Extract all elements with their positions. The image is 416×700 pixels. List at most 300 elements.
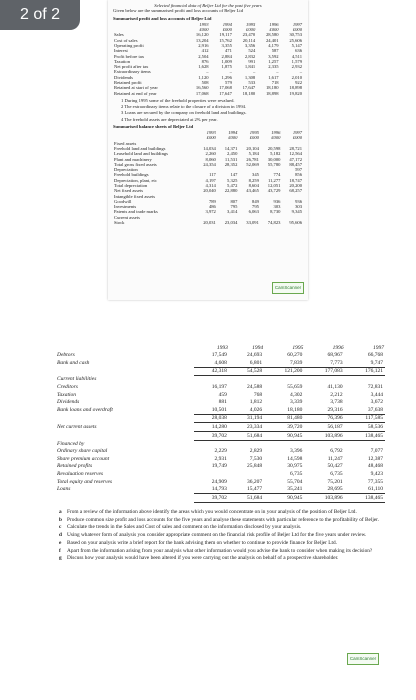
row-label: Goodwill (114, 198, 132, 204)
row-label: Dividends (114, 74, 133, 80)
row-value: 5,147 (291, 42, 302, 48)
row-value (264, 440, 304, 448)
question-tag: b (59, 516, 62, 523)
row-value: 5,325 (227, 177, 238, 183)
row-value: 75,201 (327, 478, 343, 485)
row-value: 2,260 (205, 151, 216, 157)
unit-header: £000 (269, 27, 279, 33)
row-value: 24,909 (211, 478, 227, 485)
row-value: 303 (295, 204, 302, 210)
row-value: 13,204 (195, 37, 209, 43)
row-label: Retained at start of year (114, 85, 158, 91)
row-value: 524 (248, 48, 256, 54)
unit-header: £000 (222, 27, 232, 33)
row-label (55, 494, 194, 503)
row-value: 2,212 (330, 391, 343, 398)
question-tag: a (59, 508, 62, 515)
row-value: 50,427 (327, 463, 343, 470)
row-value: 103,896 (304, 494, 344, 503)
year-header: 1997 (373, 345, 384, 351)
row-value: 636 (295, 48, 302, 54)
row-value: 11,247 (327, 455, 343, 462)
row-value: 20,031 (203, 219, 216, 225)
table-row (55, 455, 385, 463)
row-value: 11,531 (224, 156, 238, 162)
row-value: 345 (252, 172, 259, 178)
row-value: 4,608 (214, 359, 227, 366)
row-value: 121,200 (264, 367, 304, 376)
question-item (59, 548, 385, 554)
question-text: Using whatever form of analysis you consider appropriate comment on the financial risk profile of Beljer Ltd for the five years under review. (67, 532, 367, 539)
row-value: 74,823 (267, 219, 281, 225)
row-value: 8,604 (248, 183, 259, 188)
row-value: 2,932 (291, 64, 302, 70)
row-value: 8,730 (270, 209, 281, 215)
row-value: 68,967 (327, 352, 343, 359)
table-row (113, 220, 303, 225)
row-value: 936 (295, 198, 302, 204)
row-value: 42,318 (194, 367, 229, 376)
row-value: 35,241 (287, 486, 303, 493)
row-value: 2,229 (214, 448, 227, 455)
row-value: 12,051 (267, 183, 281, 188)
year-header: 1995 (292, 345, 304, 351)
row-label: Ordinary share capital (57, 448, 108, 455)
document-page-2 (55, 345, 385, 667)
row-value (194, 471, 229, 479)
row-value: 15,762 (219, 37, 232, 43)
row-value: 2,504 (198, 53, 209, 59)
row-value: 1,009 (221, 58, 232, 64)
row-value: 95,606 (289, 219, 302, 225)
question-text: Calculate the trends in the Sales and Cost of sales and comment on the information disclosed by your analysis. (67, 524, 302, 531)
row-value: 12,564 (289, 151, 302, 157)
row-value: 412 (201, 48, 209, 54)
row-value: 8,259 (248, 177, 259, 183)
row-label: Freehold buildings (114, 172, 149, 178)
row-label: Total equity and reserves (57, 478, 113, 485)
row-value: 7,530 (249, 455, 263, 462)
row-value: 176,121 (345, 367, 385, 376)
row-value: 55,704 (287, 478, 303, 485)
row-value: 17,549 (211, 352, 227, 359)
unit-header: £000 (249, 135, 259, 141)
unit-header: £000 (292, 135, 302, 141)
row-label: Creditors (57, 383, 78, 390)
row-label: Taxation (57, 391, 77, 398)
row-label (55, 414, 194, 423)
row-value: 9,747 (370, 359, 383, 366)
table-row (55, 367, 385, 376)
row-value: 51,684 (229, 494, 264, 503)
year-header: 1994 (222, 21, 232, 27)
row-value: 14,598 (287, 455, 303, 462)
row-value: 471 (225, 48, 232, 54)
row-value: 12,387 (367, 455, 383, 462)
row-value: 24,588 (246, 383, 263, 390)
row-value: 81,480 (264, 414, 304, 423)
row-value: 3,672 (370, 399, 383, 406)
row-value: 30,753 (289, 32, 302, 38)
table-row (55, 486, 385, 494)
year-header: 1997 (292, 21, 302, 27)
row-value: 15,477 (246, 486, 263, 493)
row-value: 60,270 (287, 352, 303, 359)
row-label: Operating profit (114, 42, 144, 48)
row-value: 2,884 (221, 53, 232, 59)
page-header: Selected financial data of Beljer Ltd for the past five years (154, 3, 262, 8)
row-value: 19,117 (219, 32, 232, 38)
row-label: Net current assets (57, 423, 97, 430)
table-row (113, 188, 303, 193)
note-item: 4 The freehold assets are depreciated at 2% per year. (121, 116, 218, 122)
row-value: 24,401 (265, 37, 279, 43)
row-value: 9,345 (291, 209, 302, 215)
row-value: 52,069 (246, 161, 259, 167)
table-row (113, 162, 303, 167)
row-value (304, 376, 344, 384)
row-value: 1,812 (249, 399, 263, 406)
row-label: Bank loans and overdraft (57, 407, 113, 413)
row-value: 2,010 (291, 74, 302, 80)
row-value: 28,580 (265, 32, 279, 38)
table-row (55, 399, 385, 407)
question-text: Based on your analysis write a brief report for the bank advising them on whether to continue to provide finance for Beljer Ltd. (67, 539, 337, 546)
row-value: 147 (230, 172, 238, 178)
row-value: 23,334 (246, 423, 263, 430)
year-header: 1993 (216, 345, 228, 351)
row-label: Interest (114, 48, 128, 54)
document-page-1 (108, 0, 308, 300)
row-value: 68,257 (289, 188, 302, 194)
question-tag: g (59, 555, 62, 562)
row-label: Patents and trade marks (114, 209, 158, 215)
unit-header: £000 (246, 27, 256, 33)
question-text: Produce common size profit and loss accounts for the five years and analyse these statements with particular reference to the profitability of Beljer. (67, 516, 379, 523)
row-value: 28,038 (194, 414, 229, 423)
row-value: 17,068 (195, 90, 209, 96)
row-value (229, 440, 264, 448)
row-value: 922 (295, 79, 302, 85)
row-value: – (252, 69, 256, 75)
row-value: 6,792 (330, 448, 343, 455)
camscanner-logo: CamScanner (347, 653, 379, 665)
row-value: 807 (230, 198, 238, 204)
row-label: Retained profit (114, 79, 142, 85)
row-value: 88,457 (289, 161, 302, 167)
question-text: Discuss how your analysis would have been altered if you were carrying out the analysis on behalf of a prospective shareholder. (67, 555, 339, 562)
row-value: 1,628 (198, 64, 209, 70)
camscanner-logo: CamScanner (272, 282, 304, 294)
row-value: 14,371 (224, 146, 238, 152)
row-value: 18,898 (289, 85, 302, 91)
table-row (55, 391, 385, 399)
row-value: 597 (295, 167, 302, 173)
row-value: 3,396 (289, 448, 303, 455)
row-value: 28,352 (224, 161, 238, 167)
row-value: 18,180 (287, 406, 303, 413)
row-value: 2,916 (198, 42, 209, 48)
row-value: 61,110 (368, 486, 383, 493)
row-value: 5,472 (227, 183, 238, 188)
note-item: 1 During 1995 some of the freehold properties were revalued. (121, 97, 235, 103)
row-value: 795 (252, 204, 259, 210)
row-value: 6,735 (289, 471, 303, 477)
row-label: Total gross fixed assets (114, 161, 157, 167)
row-label: Stock (114, 219, 125, 225)
row-value: 991 (248, 58, 256, 64)
row-value: 3,414 (227, 209, 238, 215)
row-label: Profit before tax (114, 53, 145, 59)
row-value: 19,749 (211, 463, 227, 470)
unit-header: £000 (271, 135, 281, 141)
row-value: 66,768 (367, 352, 383, 359)
row-value: 3,592 (268, 53, 279, 59)
table-row (55, 352, 385, 360)
row-value: 5,184 (248, 151, 259, 157)
row-value: 6,735 (330, 471, 343, 477)
row-label: Revaluation reserves (57, 471, 104, 477)
row-label: Intangible fixed assets (114, 193, 156, 199)
row-value (194, 440, 229, 448)
row-label: Fixed assets (114, 140, 137, 146)
row-value: 30,000 (267, 156, 281, 162)
unit-header: £000 (292, 27, 302, 33)
row-value: 51,684 (229, 432, 264, 441)
table-row (55, 494, 385, 503)
row-value: 23,470 (242, 32, 256, 38)
table-row (55, 463, 385, 471)
row-value: 3,355 (221, 42, 232, 48)
row-value: 2,832 (244, 53, 256, 59)
row-value: 20,598 (267, 146, 281, 152)
row-value: 39,720 (287, 423, 303, 430)
row-value: 9,423 (370, 471, 383, 477)
row-label: Share premium account (57, 455, 110, 462)
table-row (55, 423, 385, 432)
table-row (55, 471, 385, 479)
table-row (55, 414, 385, 423)
table-row (55, 376, 385, 384)
year-header: 1993 (206, 130, 216, 136)
row-value: 4,511 (291, 53, 302, 59)
bs-title: Summarised balance sheets of Beljer Ltd (113, 123, 194, 129)
row-label: Cost of sales (114, 37, 138, 43)
table-row (113, 151, 303, 156)
row-value: 25,848 (246, 463, 263, 470)
row-label: Retained at end of year (114, 90, 157, 96)
row-value: 4,197 (205, 177, 216, 183)
row-value: 11,277 (267, 177, 281, 183)
row-label: Net fixed assets (114, 188, 144, 194)
pl-title: Summarised profit and loss accounts of Beljer Ltd (113, 15, 212, 21)
row-value: 881 (218, 399, 227, 406)
row-value: 177,083 (304, 367, 344, 376)
row-value: 533 (248, 79, 256, 85)
row-label: Current liabilities (57, 376, 97, 383)
row-value: 3,972 (205, 209, 216, 215)
row-value: 58,536 (367, 423, 383, 430)
row-value: 6,063 (248, 209, 259, 215)
row-value: 4,314 (205, 183, 216, 188)
row-value (345, 440, 385, 448)
row-value: 579 (225, 79, 232, 85)
row-value: 4,179 (268, 42, 279, 48)
row-label: Loans (57, 486, 71, 493)
row-value: 20,040 (203, 188, 216, 194)
row-value: 856 (295, 172, 302, 178)
table-row (55, 406, 385, 414)
page-indicator: 2 of 2 (0, 0, 80, 30)
row-value: 17,068 (219, 85, 232, 91)
year-header: 1996 (271, 130, 281, 136)
row-value (264, 376, 304, 384)
row-value: 29,316 (327, 406, 343, 413)
row-value: 486 (208, 204, 216, 210)
row-value: 18,180 (265, 85, 279, 91)
unit-header: £000 (206, 135, 216, 141)
row-value: 5,182 (270, 151, 281, 157)
row-label: Depreciation, plant, etc (114, 177, 157, 183)
row-value: 43,465 (246, 188, 259, 194)
row-value: 14,034 (203, 146, 216, 152)
row-value (345, 376, 385, 384)
table-row (55, 440, 385, 448)
row-label: Investments (114, 204, 137, 210)
row-value: 18,180 (242, 90, 256, 96)
year-header: 1995 (246, 21, 256, 27)
row-value: 28,695 (327, 486, 343, 493)
row-label: Sales (114, 32, 124, 38)
row-value: 36,207 (246, 478, 263, 485)
row-value: – (229, 69, 232, 75)
question-item (59, 509, 385, 515)
row-value: 18,747 (289, 177, 302, 183)
unit-header: £000 (228, 135, 238, 141)
row-value: 22,880 (224, 188, 238, 194)
row-value: 14,793 (211, 486, 227, 493)
row-value (229, 376, 264, 384)
table-row (113, 209, 303, 214)
row-value: 3,738 (330, 399, 343, 406)
row-value: 718 (271, 79, 279, 85)
row-label (55, 367, 194, 376)
question-tag: c (59, 524, 62, 531)
row-value: 20,104 (246, 146, 259, 152)
row-label: Dividends (57, 399, 80, 406)
row-label: Current assets (114, 214, 140, 220)
year-header: 1997 (292, 130, 302, 136)
row-value: 17,647 (242, 85, 256, 91)
row-value: 936 (273, 198, 281, 204)
row-value (194, 376, 229, 384)
question-text: Apart from the information arising from your analysis what other information would you advise the bank to consider when making its decision? (67, 547, 373, 554)
notes-list (121, 98, 303, 122)
row-value: 54,528 (229, 367, 264, 376)
row-value: 19,820 (289, 90, 302, 96)
row-value (229, 471, 264, 479)
row-value: 8,060 (205, 156, 216, 162)
row-value: 37,638 (367, 406, 383, 413)
row-value: 72,831 (367, 383, 383, 390)
row-value: 117,585 (345, 414, 385, 423)
year-header: 1994 (228, 130, 238, 136)
row-label: Taxation (114, 58, 131, 64)
question-tag: e (59, 539, 62, 546)
row-value: 103,896 (304, 432, 344, 441)
row-value: 7,077 (370, 448, 383, 455)
row-value: 4,302 (289, 391, 303, 398)
row-value: 25,606 (289, 37, 302, 43)
row-value: 587 (271, 48, 279, 54)
row-value: 23,034 (224, 219, 238, 225)
row-value: 1,617 (268, 74, 279, 80)
row-value: 76,396 (304, 414, 344, 423)
row-label: Financed by (57, 440, 85, 447)
row-label: Plant and machinery (114, 156, 152, 162)
row-value: 4,026 (249, 406, 263, 413)
row-value: 1,296 (221, 74, 232, 80)
row-value: 39,702 (194, 432, 229, 441)
row-value: 2,335 (268, 64, 279, 70)
row-value: 33,091 (246, 219, 259, 225)
row-value: 774 (273, 172, 281, 178)
row-value: 48,468 (367, 463, 383, 470)
row-value: 3,444 (370, 391, 383, 398)
row-value: – (276, 69, 279, 75)
row-value: 56,187 (327, 423, 343, 430)
questions-list (59, 509, 385, 562)
row-value: 17,647 (219, 90, 232, 96)
question-item (59, 517, 385, 523)
pl-table (113, 22, 303, 96)
bs-continued-table (55, 345, 385, 503)
row-value: 789 (208, 198, 216, 204)
row-value: 43,729 (267, 188, 281, 194)
row-value: 55,780 (267, 161, 281, 167)
row-value: 16,120 (195, 32, 209, 38)
row-value: 6,801 (249, 359, 263, 366)
row-value: 303 (273, 204, 281, 210)
row-value: 16,560 (195, 85, 209, 91)
row-label: Retained profits (57, 463, 93, 470)
row-value: 3,356 (244, 42, 256, 48)
row-value: 2,931 (214, 455, 227, 462)
unit-header: £000 (199, 27, 209, 33)
row-label: Freehold land and buildings (114, 146, 166, 152)
row-label: Bank and cash (57, 359, 90, 366)
row-value: 41,130 (327, 383, 343, 390)
table-row (113, 85, 303, 90)
row-value: 26,781 (246, 156, 259, 162)
question-text: From a review of the information above identify the areas which you would concentrate on in your analysis of the position of Beljer Ltd. (67, 508, 357, 515)
question-item (59, 524, 385, 530)
row-value: 24,354 (203, 161, 216, 167)
question-tag: f (59, 547, 61, 554)
table-row (55, 478, 385, 486)
row-value: 1,841 (244, 64, 256, 70)
row-value: 14,280 (211, 423, 227, 430)
row-label: Debtors (57, 352, 75, 359)
table-row (55, 359, 385, 367)
row-value: 1,579 (291, 58, 302, 64)
question-item (59, 540, 385, 546)
row-value: 7,773 (330, 359, 343, 366)
row-value: 30,975 (287, 463, 303, 470)
row-value: 16,197 (211, 383, 227, 390)
row-value: 90,945 (264, 432, 304, 441)
row-value: 10,501 (211, 406, 227, 413)
